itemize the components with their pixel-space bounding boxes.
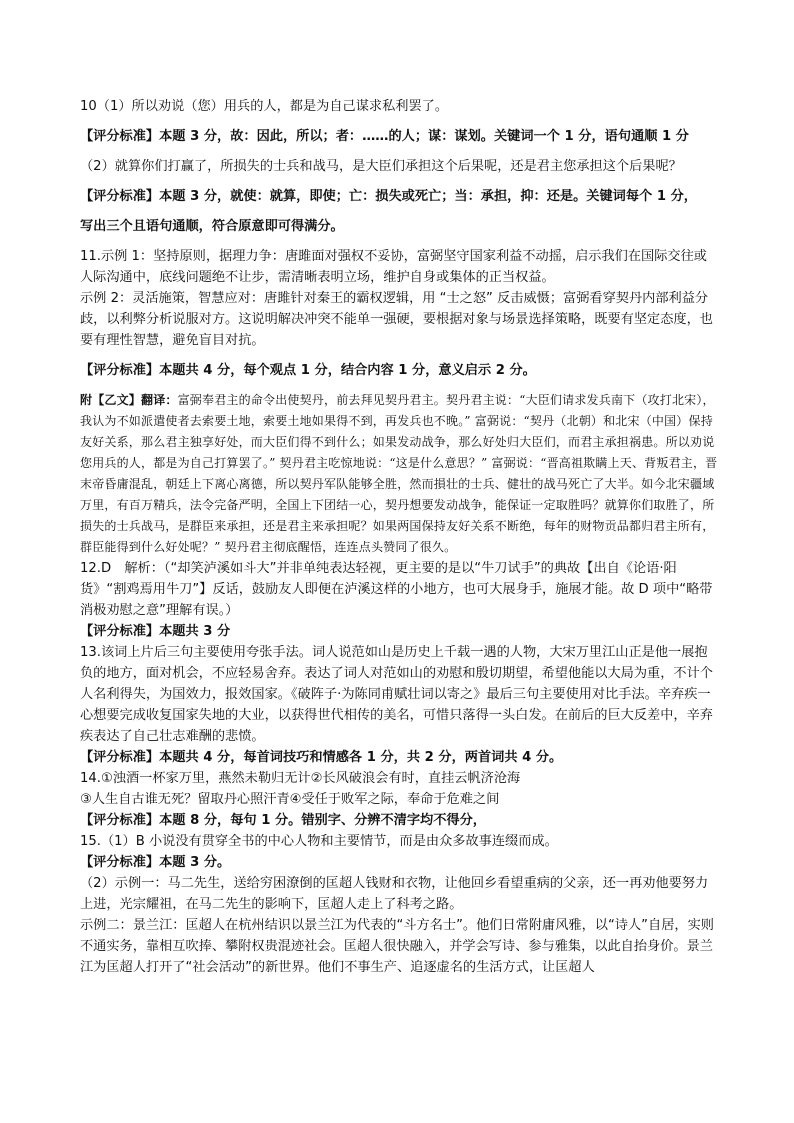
scoring-label: 【评分标准】 xyxy=(80,624,160,639)
scoring-text: 本题 8 分，每句 1 分。错别字、分辨不清字均不得分， xyxy=(159,813,486,828)
scoring-text: 本题共 4 分，每首词技巧和情感各 1 分，共 2 分，两首词共 4 分。 xyxy=(159,750,563,765)
q14-line-2: ③人生自古谁无死？留取丹心照汗青④受任于败军之际，奉命于危难之间 xyxy=(80,792,500,807)
scoring-label: 【评分标准】 xyxy=(80,189,160,204)
q13-answer: 13.该词上片后三句主要使用夸张手法。词人说范如山是历史上千载一遇的人物，大宋万里江山正是他一展抱负的地方，面对机会，不应轻易舍弃。表达了词人对范如山的劝慰和殷切期望，希望他能以大局为重，不计个人名利得失，为国效力，报效国家。《破阵子·为陈同甫赋壮词以寄之》最后三句主要使用对比手法。辛弃疾一心想要完成收复国家失地的大业，以获得世代相传的美名，可惜只落得一头白发。在前后的巨大反差中，辛弃疾表达了自己壮志难酬的悲愤。 xyxy=(80,645,713,744)
q12-scoring xyxy=(80,621,720,642)
q10-scoring-2-cont: 写出三个且语句通顺，符合原意即可得满分。 xyxy=(80,219,344,234)
scoring-text: 本题共 3 分 xyxy=(159,624,231,639)
appendix-text: 富弼奉君主的命令出使契丹，前去拜见契丹君主。契丹君主说：“大臣们请求发兵南下（攻打北宋），我认为不如派遣使者去索要土地，索要土地如果得不到，再发兵也不晚。” 富弼说：“契丹（北朝）和北宋（中国）保持友好关系，那么君主独享好处，而大臣们得不到什么；如果发动战争，那么好处归大臣们，而君主承担祸患。所以劝说您用兵的人，都是为自己打算罢了。” 契丹君主吃惊地说：“这是什么意思？” 富弼说：“晋高祖欺瞒上天、背叛君主，晋末帝昏庸混乱，朝廷上下离心离德，所以契丹军队能够全胜，然而損壮的士兵、健壮的战马死亡了大半。如今北宋疆域万里，有百万精兵，法令完备严明，全国上下团结一心，契丹想要发动战争，能保证一定取胜吗？就算你们取胜了，所损失的士兵战马，是群臣来承担，还是君主来承担呢？如果两国保持友好关系不断绝，每年的财物贡品都归君主所有，群臣能得到什么好处呢？” 契丹君主彻底醒悟，连连点头赞同了很久。 xyxy=(80,393,718,554)
q14-line-1: 14.①浊酒一杯家万里，燕然未勒归无计②长风破浪会有时，直挂云帆济沧海 xyxy=(80,771,521,786)
scoring-label: 【评分标准】 xyxy=(80,129,160,144)
scoring-label: 【评分标准】 xyxy=(80,363,160,378)
q15-part1: 15.（1）B 小说没有贯穿全书的中心人物和主要情节，而是由众多故事连缀而成。 xyxy=(80,834,558,849)
scoring-label: 【评分标准】 xyxy=(80,855,160,870)
q13-scoring xyxy=(80,747,720,768)
q10-scoring-1 xyxy=(80,126,720,147)
q10-scoring-2 xyxy=(80,186,720,207)
scoring-text: 本题 3 分。 xyxy=(159,855,231,870)
scoring-label: 【评分标准】 xyxy=(80,750,160,765)
q15-example-1: （2）示例一：马二先生，送给穷困潦倒的匡超人钱财和衣物，让他回乡看望重病的父亲，还一再劝他要努力上进，光宗耀祖，在马二先生的影响下，匡超人走上了科考之路。 xyxy=(80,876,709,912)
q14-scoring xyxy=(80,810,720,831)
answer-page xyxy=(80,96,720,978)
q11-scoring xyxy=(80,360,720,381)
q15-scoring xyxy=(80,852,720,873)
q11-example-1: 11.示例 1：坚持原则，据理力争：唐雎面对强权不妥协，富弼坚守国家利益不动摇，启示我们在国际交往或人际沟通中，底线问题绝不让步，需清晰表明立场，维护自身或集体的正当权益。 xyxy=(80,249,707,285)
appendix-translation xyxy=(80,390,720,558)
scoring-text: 本题 3 分，就使：就算，即使；亡：损失或死亡；当：承担，抑：还是。关键词每个 1 分， xyxy=(159,189,697,204)
q10-part1: 10（1）所以劝说（您）用兵的人，都是为自己谋求私利罢了。 xyxy=(80,99,449,114)
q12-answer: 12.D 解析：（“却笑泸溪如斗大”并非单纯表达轻视，更主要的是以“牛刀试手”的典故【出自《论语·阳货》“割鸡焉用牛刀”】反话，鼓励友人即便在泸溪这样的小地方，也可大展身手，施展才能。故 D 项中“略带消极劝慰之意”理解有误。） xyxy=(80,561,713,618)
scoring-text: 本题 3 分，故：因此，所以；者：……的人；谋：谋划。关键词一个 1 分，语句通顺 1 分 xyxy=(159,129,689,144)
q10-part2: （2）就算你们打赢了，所损失的士兵和战马，是大臣们承担这个后果呢，还是君主您承担这个后果呢？ xyxy=(80,159,682,174)
q15-example-2: 示例二：景兰江：匡超人在杭州结识以景兰江为代表的“斗方名士”。他们日常附庸风雅，以“诗人”自居，实则不通实务，靠相互吹捧、攀附权贵混迹社会。匡超人很快融入，并学会写诗、参与雅集，以此自抬身价。景兰江为匡超人打开了“社会活动”的新世界。他们不事生产、追逐虚名的生活方式，让匡超人 xyxy=(80,918,714,975)
q11-example-2: 示例 2：灵活施策，智慧应对：唐雎针对秦王的霸权逻辑，用 “士之怒” 反击威慑；富弼看穿契丹内部利益分歧，以利弊分析说服对方。这说明解决冲突不能单一强硬，要根据对象与场景选择策略，既要有坚定态度，也要有理性智慧，避免盲目对抗。 xyxy=(80,291,713,348)
scoring-label: 【评分标准】 xyxy=(80,813,160,828)
appendix-label: 附【乙文】翻译： xyxy=(80,393,178,407)
scoring-text: 本题共 4 分，每个观点 1 分，结合内容 1 分，意义启示 2 分。 xyxy=(159,363,536,378)
